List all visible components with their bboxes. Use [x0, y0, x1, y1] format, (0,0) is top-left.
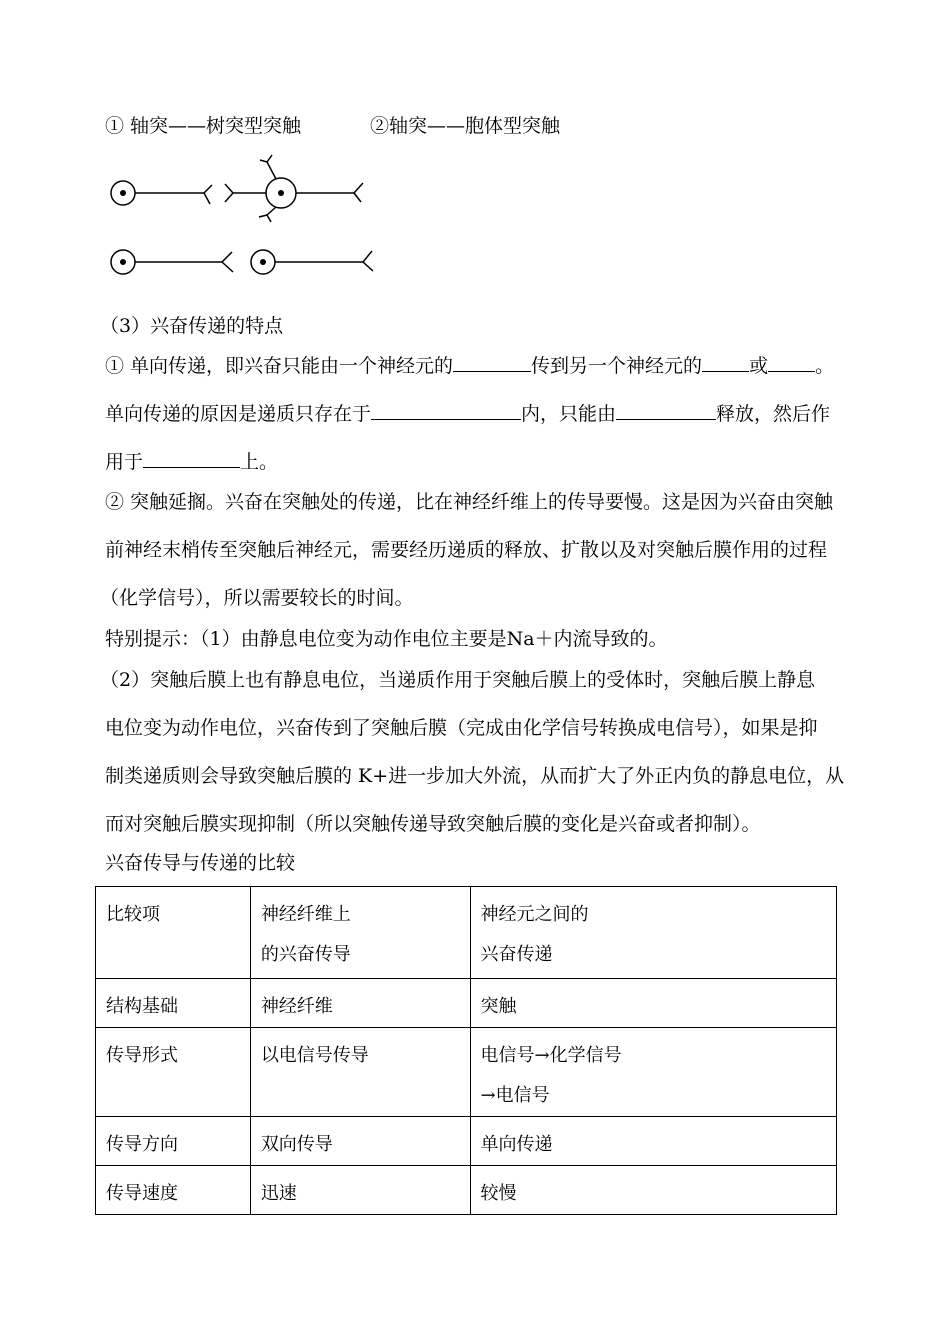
table-cell: 神经纤维上 的兴奋传导	[250, 887, 470, 979]
table-header-row	[96, 887, 837, 979]
table-cell: 单向传递	[470, 1117, 836, 1166]
table-cell: 传导方向	[96, 1117, 251, 1166]
table-title: 兴奋传导与传递的比较	[105, 852, 296, 874]
neuron-dendrites-1	[225, 155, 363, 222]
table-cell: 较慢	[470, 1166, 836, 1215]
fill-blank[interactable]	[371, 401, 521, 420]
table-cell: 电信号→化学信号 →电信号	[470, 1028, 836, 1117]
special-note-2b: 电位变为动作电位，兴奋传到了突触后膜（完成由化学信号转换成电信号），如果是抑	[105, 717, 818, 739]
neuron-axon-terminal-2	[111, 250, 233, 274]
table-cell: 结构基础	[96, 979, 251, 1028]
table-cell: 迅速	[250, 1166, 470, 1215]
paragraph-one-way: ① 单向传递，即兴奋只能由一个神经元的 传到另一个神经元的 或 。	[105, 355, 835, 377]
paragraph-reason-cont: 用于 上。	[105, 451, 279, 473]
diagram-label-axosomatic: ②轴突——胞体型突触	[370, 115, 561, 137]
comparison-table	[95, 886, 837, 1215]
neuron-soma-2	[251, 250, 373, 274]
fill-blank[interactable]	[702, 353, 749, 372]
special-note-2d: 而对突触后膜实现抑制（所以突触传递导致突触后膜的变化是兴奋或者抑制）。	[105, 813, 761, 835]
special-note-2a: （2）突触后膜上也有静息电位，当递质作用于突触后膜上的受体时，突触后膜上静息	[100, 669, 816, 691]
fill-blank[interactable]	[616, 401, 716, 420]
table-cell: 传导速度	[96, 1166, 251, 1215]
synapse-diagram	[100, 150, 390, 280]
diagram-label-axodendritic: ① 轴突——树突型突触	[105, 115, 302, 137]
table-row	[96, 1028, 837, 1117]
table-cell: 神经纤维	[250, 979, 470, 1028]
special-note-2c: 制类递质则会导致突触后膜的 K+进一步加大外流，从而扩大了外正内负的静息电位，从	[105, 765, 845, 787]
fill-blank[interactable]	[768, 353, 815, 372]
table-cell: 突触	[470, 979, 836, 1028]
paragraph-reason: 单向传递的原因是递质只存在于 内，只能由 释放，然后作	[105, 403, 831, 425]
table-cell: 比较项	[96, 887, 251, 979]
table-cell: 传导形式	[96, 1028, 251, 1117]
table-row	[96, 1166, 837, 1215]
paragraph-delay-2: 前神经末梢传至突触后神经元，需要经历递质的释放、扩散以及对突触后膜作用的过程	[105, 539, 828, 561]
section-heading: （3）兴奋传递的特点	[100, 315, 284, 337]
table-row	[96, 1117, 837, 1166]
table-cell: 双向传导	[250, 1117, 470, 1166]
table-cell: 神经元之间的 兴奋传递	[470, 887, 836, 979]
table-cell: 以电信号传导	[250, 1028, 470, 1117]
paragraph-delay-3: （化学信号），所以需要较长的时间。	[100, 587, 414, 609]
table-row	[96, 979, 837, 1028]
neuron-axon-terminal-1	[111, 181, 212, 205]
fill-blank[interactable]	[453, 353, 531, 372]
paragraph-delay-1: ② 突触延搁。兴奋在突触处的传递，比在神经纤维上的传导要慢。这是因为兴奋由突触	[105, 491, 834, 513]
fill-blank[interactable]	[143, 449, 240, 468]
special-note-1: 特别提示：（1）由静息电位变为动作电位主要是Na＋内流导致的。	[105, 628, 668, 650]
